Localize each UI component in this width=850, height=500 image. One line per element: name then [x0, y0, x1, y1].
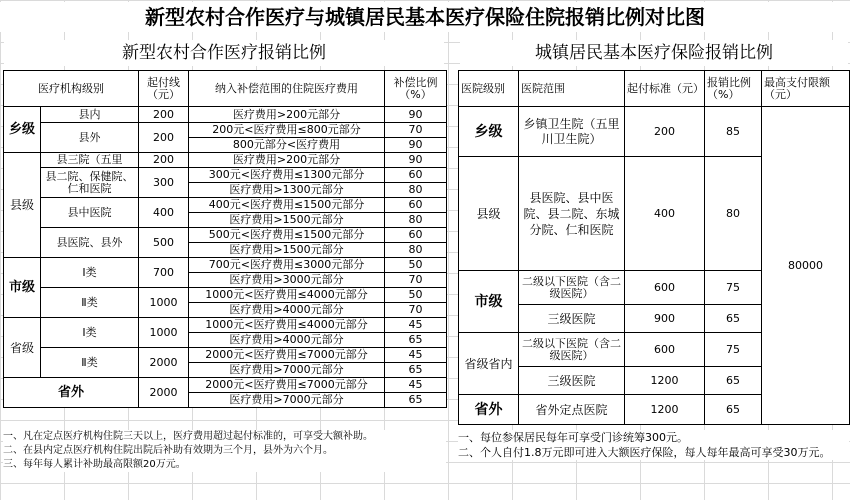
header-cell: 补偿比例（%） [385, 71, 447, 107]
table-row [4, 258, 447, 273]
threshold-cell: 1200 [625, 395, 705, 425]
table-row [4, 288, 447, 303]
range-cell: 2000元<医疗费用≤7000元部分 [189, 378, 385, 393]
header-cell: 医疗机构级别 [4, 71, 139, 107]
table-row [4, 107, 447, 123]
level-cell: 省级 [4, 318, 41, 378]
note-line: 三、每年每人累计补助最高限额20万元。 [3, 459, 186, 470]
scope-cell: 乡镇卫生院（五里川卫生院） [519, 107, 625, 157]
header-cell: 最高支付限额（元） [762, 71, 850, 107]
level-cell: 县级 [4, 153, 41, 258]
range-cell: 医疗费用>7000元部分 [189, 363, 385, 378]
range-cell: 800元部分<医疗费用 [189, 138, 385, 153]
rate-cell: 45 [385, 348, 447, 363]
rate-cell: 60 [385, 228, 447, 243]
rate-cell: 45 [385, 318, 447, 333]
table-row [459, 107, 850, 157]
level-cell: 省级省内 [459, 333, 519, 395]
threshold-cell: 200 [139, 107, 189, 123]
institution-cell: Ⅱ类 [41, 288, 139, 318]
rate-cell: 50 [385, 288, 447, 303]
table-header-row [4, 71, 447, 107]
threshold-cell: 400 [625, 157, 705, 271]
rate-cell: 75 [705, 271, 762, 305]
ncms-table [3, 70, 447, 408]
urban-insurance-table [458, 70, 850, 425]
rate-cell: 85 [705, 107, 762, 157]
scope-cell: 县医院、县中医院、县二院、东城分院、仁和医院 [519, 157, 625, 271]
range-cell: 1000元<医疗费用≤4000元部分 [189, 318, 385, 333]
header-cell: 医院范围 [519, 71, 625, 107]
table-row [4, 168, 447, 183]
institution-cell: 县医院、县外 [41, 228, 139, 258]
range-cell: 医疗费用>4000元部分 [189, 333, 385, 348]
range-cell: 医疗费用>3000元部分 [189, 273, 385, 288]
rate-cell: 90 [385, 153, 447, 168]
range-cell: 400元<医疗费用≤1500元部分 [189, 198, 385, 213]
threshold-cell: 900 [625, 305, 705, 333]
rate-cell: 50 [385, 258, 447, 273]
institution-cell: 县内 [41, 107, 139, 123]
header-cell: 医院级别 [459, 71, 519, 107]
institution-cell: 县二院、保健院、仁和医院 [41, 168, 139, 198]
table-header-row [459, 71, 850, 107]
range-cell: 500元<医疗费用≤1500元部分 [189, 228, 385, 243]
threshold-cell: 1000 [139, 288, 189, 318]
rate-cell: 70 [385, 273, 447, 288]
range-cell: 医疗费用>1500元部分 [189, 213, 385, 228]
scope-cell: 省外定点医院 [519, 395, 625, 425]
institution-cell: Ⅰ类 [41, 258, 139, 288]
rate-cell: 60 [385, 168, 447, 183]
max-payment-cell: 80000 [762, 107, 850, 425]
rate-cell: 90 [385, 138, 447, 153]
header-cell: 报销比例（%） [705, 71, 762, 107]
rate-cell: 75 [705, 333, 762, 367]
scope-cell: 二级以下医院（含二级医院） [519, 333, 625, 367]
threshold-cell: 200 [139, 123, 189, 153]
rate-cell: 70 [385, 303, 447, 318]
scope-cell: 三级医院 [519, 305, 625, 333]
threshold-cell: 1200 [625, 367, 705, 395]
header-cell: 纳入补偿范围的住院医疗费用 [189, 71, 385, 107]
rate-cell: 65 [385, 363, 447, 378]
header-cell: 起付线（元） [139, 71, 189, 107]
note-line: 一、每位参保居民每年可享受门诊统筹300元。 [458, 431, 688, 444]
institution-cell: 县三院（五里 [41, 153, 139, 168]
range-cell: 医疗费用>7000元部分 [189, 393, 385, 408]
range-cell: 2000元<医疗费用≤7000元部分 [189, 348, 385, 363]
note-line: 二、个人自付1.8万元即可进入大额医疗保险，每人每年最高可享受30万元。 [458, 446, 831, 459]
urban-insurance-notes [458, 430, 849, 460]
rate-cell: 45 [385, 378, 447, 393]
institution-cell: 县外 [41, 123, 139, 153]
rate-cell: 70 [385, 123, 447, 138]
range-cell: 医疗费用>4000元部分 [189, 303, 385, 318]
range-cell: 医疗费用>1500元部分 [189, 243, 385, 258]
threshold-cell: 2000 [139, 378, 189, 408]
level-cell: 县级 [459, 157, 519, 271]
ncms-notes [3, 430, 446, 472]
rate-cell: 65 [705, 305, 762, 333]
institution-cell: Ⅱ类 [41, 348, 139, 378]
range-cell: 医疗费用>200元部分 [189, 153, 385, 168]
table-row [4, 153, 447, 168]
threshold-cell: 500 [139, 228, 189, 258]
threshold-cell: 600 [625, 271, 705, 305]
page-title: 新型农村合作医疗与城镇居民基本医疗保险住院报销比例对比图 [0, 2, 850, 32]
rate-cell: 90 [385, 107, 447, 123]
table-row [4, 228, 447, 243]
range-cell: 医疗费用>1300元部分 [189, 183, 385, 198]
note-line: 二、在县内定点医疗机构住院出院后补助有效期为三个月，县外为六个月。 [3, 445, 333, 456]
rate-cell: 80 [385, 243, 447, 258]
table-row [4, 198, 447, 213]
rate-cell: 65 [705, 395, 762, 425]
table-row [4, 318, 447, 333]
rate-cell: 65 [705, 367, 762, 395]
rate-cell: 80 [385, 213, 447, 228]
threshold-cell: 200 [625, 107, 705, 157]
rate-cell: 60 [385, 198, 447, 213]
scope-cell: 三级医院 [519, 367, 625, 395]
institution-cell: Ⅰ类 [41, 318, 139, 348]
range-cell: 700元<医疗费用≤3000元部分 [189, 258, 385, 273]
level-cell: 市级 [459, 271, 519, 333]
rate-cell: 80 [385, 183, 447, 198]
header-cell: 起付标准（元） [625, 71, 705, 107]
threshold-cell: 1000 [139, 318, 189, 348]
level-cell: 省外 [459, 395, 519, 425]
threshold-cell: 700 [139, 258, 189, 288]
level-cell: 市级 [4, 258, 41, 318]
threshold-cell: 300 [139, 168, 189, 198]
rate-cell: 65 [385, 393, 447, 408]
range-cell: 300元<医疗费用≤1300元部分 [189, 168, 385, 183]
rate-cell: 65 [385, 333, 447, 348]
threshold-cell: 200 [139, 153, 189, 168]
table-row [4, 378, 447, 393]
ncms-subtitle: 新型农村合作医疗报销比例 [4, 40, 444, 66]
range-cell: 200元<医疗费用≤800元部分 [189, 123, 385, 138]
note-line: 一、凡在定点医疗机构住院三天以上，医疗费用超过起付标准的，可享受大额补助。 [3, 431, 373, 442]
scope-cell: 二级以下医院（含二级医院） [519, 271, 625, 305]
threshold-cell: 2000 [139, 348, 189, 378]
urban-insurance-subtitle: 城镇居民基本医疗保险报销比例 [460, 40, 848, 66]
range-cell: 1000元<医疗费用≤4000元部分 [189, 288, 385, 303]
level-cell: 乡级 [459, 107, 519, 157]
level-cell: 乡级 [4, 107, 41, 153]
table-row [4, 348, 447, 363]
threshold-cell: 600 [625, 333, 705, 367]
rate-cell: 80 [705, 157, 762, 271]
threshold-cell: 400 [139, 198, 189, 228]
table-row [4, 123, 447, 138]
level-cell: 省外 [4, 378, 139, 408]
range-cell: 医疗费用>200元部分 [189, 107, 385, 123]
institution-cell: 县中医院 [41, 198, 139, 228]
